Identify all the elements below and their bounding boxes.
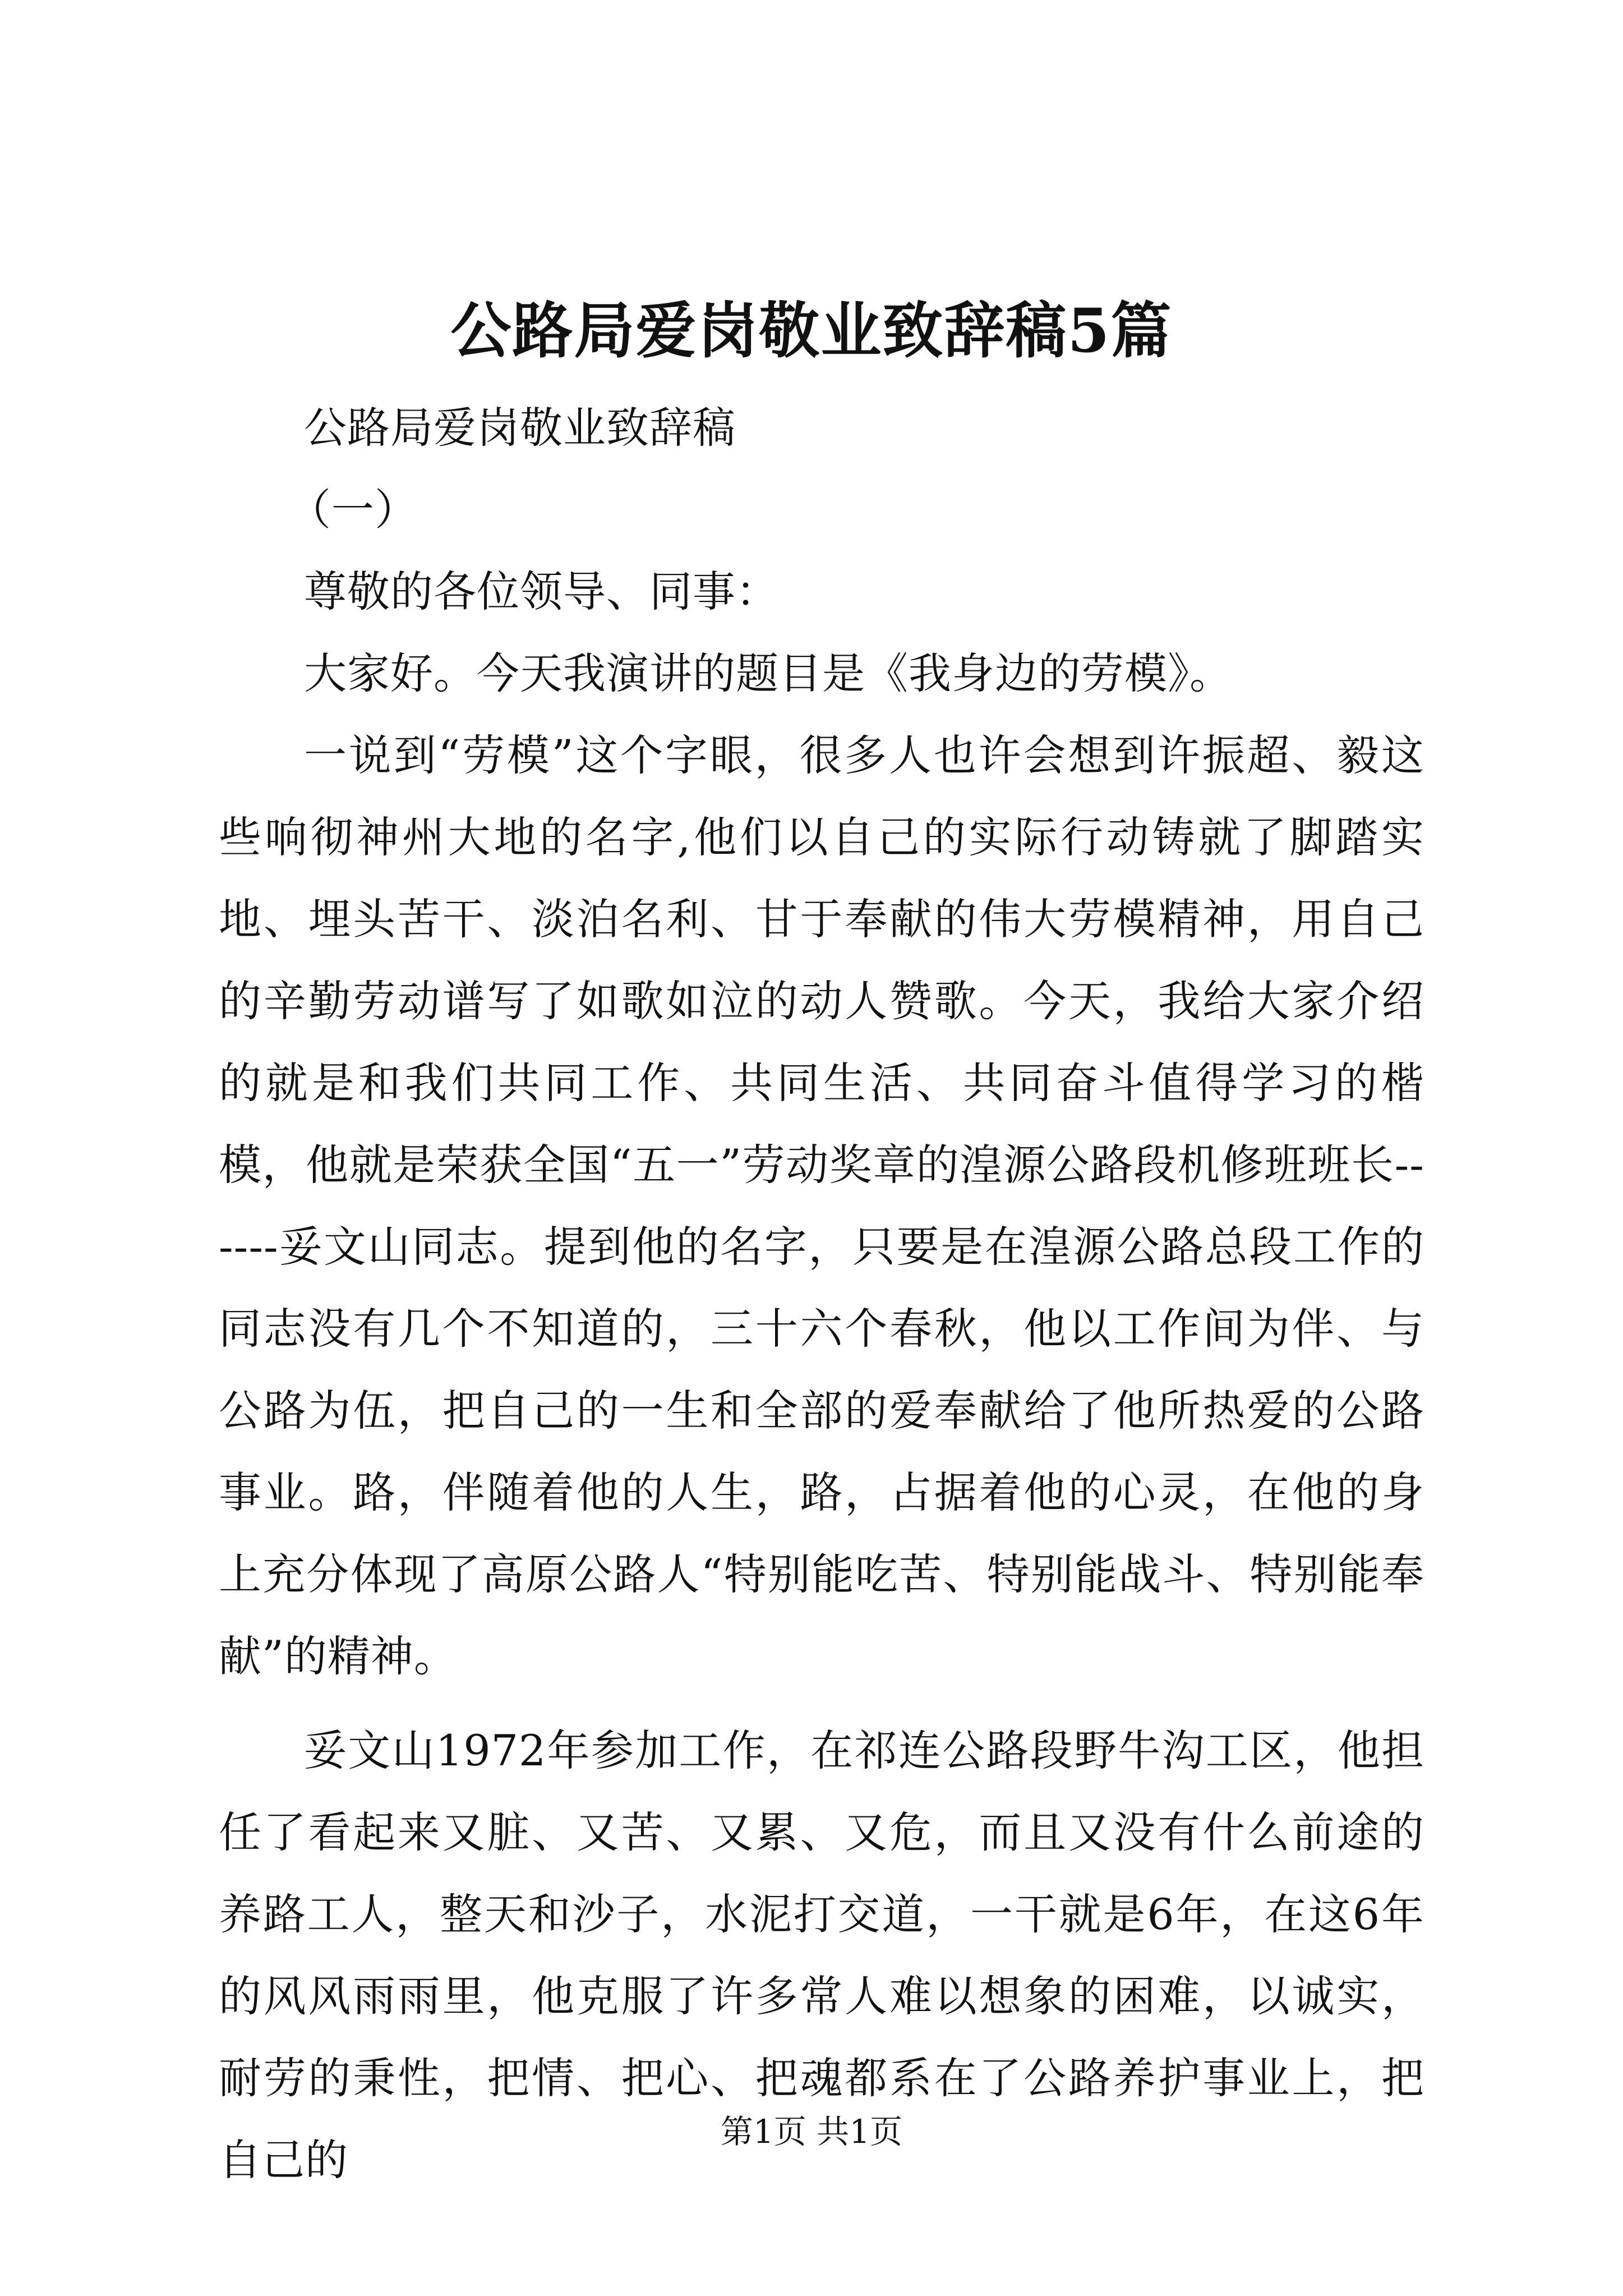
section-marker: （一）	[288, 485, 418, 535]
paragraph-greeting: 大家好。今天我演讲的题目是《我身边的劳模》。	[304, 648, 1233, 698]
paragraph-intro: 一说到“劳模”这个字眼，很多人也许会想到许振超、毅这些响彻神州大地的名字,他们以自己的实际行动铸就了脚踏实地、埋头苦干、淡泊名利、甘于奉献的伟大劳模精神，用自己的辛勤劳动谱写了如歌如泣的动人赞歌。今天，我给大家介绍的就是和我们共同工作、共同生活、共同奋斗值得学习的楷模，他就是荣获全国“五一”劳动奖章的湟源公路段机修班班长------妥文山同志。提到他的名字，只要是在湟源公路总段工作的同志没有几个不知道的，三十六个春秋，他以工作间为伴、与公路为伍，把自己的一生和全部的爱奉献给了他所热爱的公路事业。路，伴随着他的人生，路，占据着他的心灵，在他的身上充分体现了高原公路人“特别能吃苦、特别能战斗、特别能奉献”的精神。	[219, 730, 1424, 1681]
document-title: 公路局爱岗敬业致辞稿5篇	[450, 296, 1173, 366]
document-subtitle: 公路局爱岗敬业致辞稿	[304, 403, 736, 453]
paragraph-history: 妥文山1972年参加工作，在祁连公路段野牛沟工区，他担任了看起来又脏、又苦、又累、又危，而且又没有什么前途的养路工人，整天和沙子，水泥打交道，一干就是6年，在这6年的风风雨雨里，他克服了许多常人难以想象的困难，以诚实，耐劳的秉性，把情、把心、把魂都系在了公路养护事业上，把自己的	[219, 1726, 1424, 2185]
page-footer: 第1页 共1页	[720, 2113, 903, 2151]
salutation: 尊敬的各位领导、同事：	[304, 567, 779, 616]
document-body	[219, 387, 1424, 2201]
